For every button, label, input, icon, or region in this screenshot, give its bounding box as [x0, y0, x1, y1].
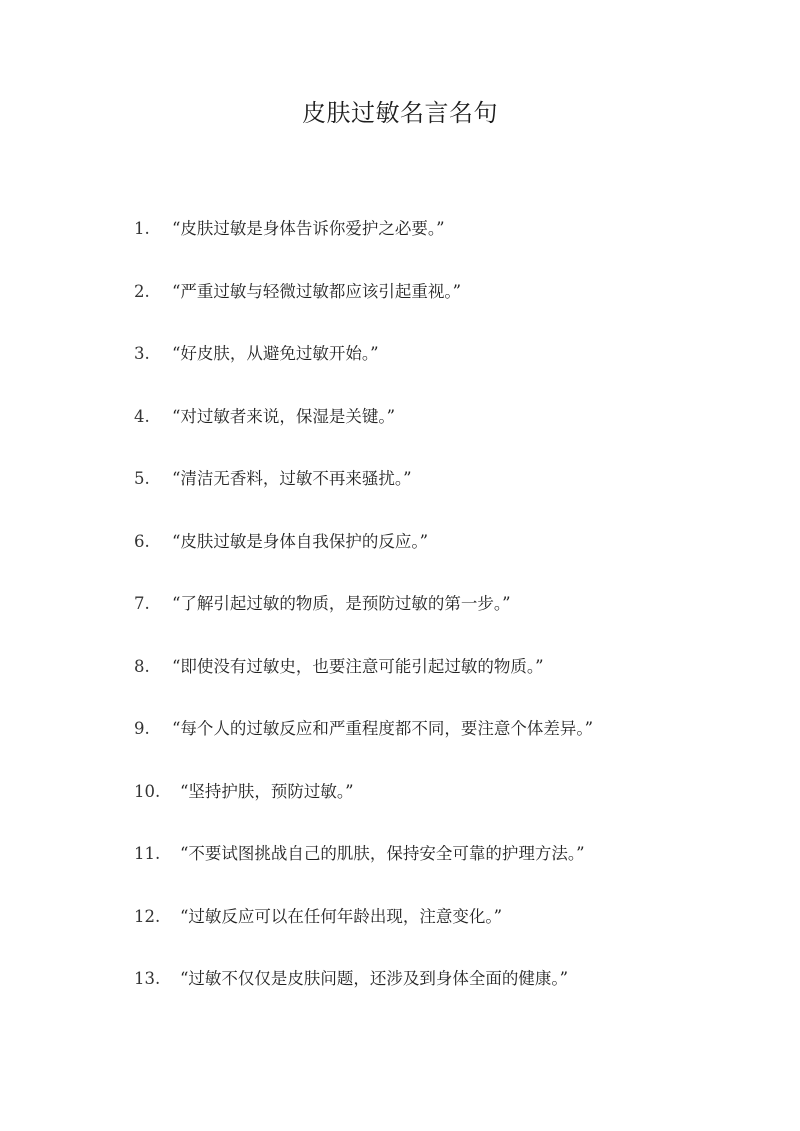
item-number: 9.: [134, 719, 150, 738]
item-number: 10.: [134, 781, 161, 801]
quote-text: “不要试图挑战自己的肌肤，保持安全可靠的护理方法。”: [180, 844, 585, 863]
page-title: 皮肤过敏名言名句: [302, 99, 498, 127]
item-number: 1.: [134, 219, 150, 238]
item-number: 6.: [134, 531, 150, 551]
list-item: [134, 777, 734, 840]
quote-list: [134, 214, 734, 1027]
quote-text: “即使没有过敏史，也要注意可能引起过敏的物质。”: [172, 656, 544, 676]
quote-text: “皮肤过敏是身体自我保护的反应。”: [172, 531, 429, 551]
quote-text: “皮肤过敏是身体告诉你爱护之必要。”: [172, 219, 445, 238]
quote-text: “严重过敏与轻微过敏都应该引起重视。”: [172, 281, 462, 301]
item-number: 7.: [134, 594, 150, 613]
quote-text: “每个人的过敏反应和严重程度都不同，要注意个体差异。”: [172, 719, 594, 738]
item-number: 8.: [134, 656, 150, 676]
quote-text: “坚持护肤，预防过敏。”: [180, 781, 354, 801]
quote-text: “对过敏者来说，保湿是关键。”: [172, 406, 396, 426]
list-item: [134, 214, 734, 277]
list-item: [134, 902, 734, 965]
item-number: 11.: [134, 844, 161, 863]
item-number: 4.: [134, 406, 150, 426]
quote-text: “好皮肤，从避免过敏开始。”: [172, 344, 379, 363]
item-number: 2.: [134, 281, 150, 301]
item-number: 13.: [134, 969, 161, 988]
list-item: [134, 964, 734, 1027]
item-number: 12.: [134, 906, 161, 926]
list-item: [134, 652, 734, 715]
list-item: [134, 339, 734, 402]
list-item: [134, 589, 734, 652]
quote-text: “清洁无香料，过敏不再来骚扰。”: [172, 469, 412, 488]
quote-text: “过敏反应可以在任何年龄出现，注意变化。”: [180, 906, 503, 926]
item-number: 5.: [134, 469, 150, 488]
list-item: [134, 277, 734, 340]
list-item: [134, 839, 734, 902]
list-item: [134, 714, 734, 777]
quote-text: “过敏不仅仅是皮肤问题，还涉及到身体全面的健康。”: [180, 969, 569, 988]
quote-text: “了解引起过敏的物质，是预防过敏的第一步。”: [172, 594, 511, 613]
list-item: [134, 464, 734, 527]
list-item: [134, 402, 734, 465]
item-number: 3.: [134, 344, 150, 363]
list-item: [134, 527, 734, 590]
